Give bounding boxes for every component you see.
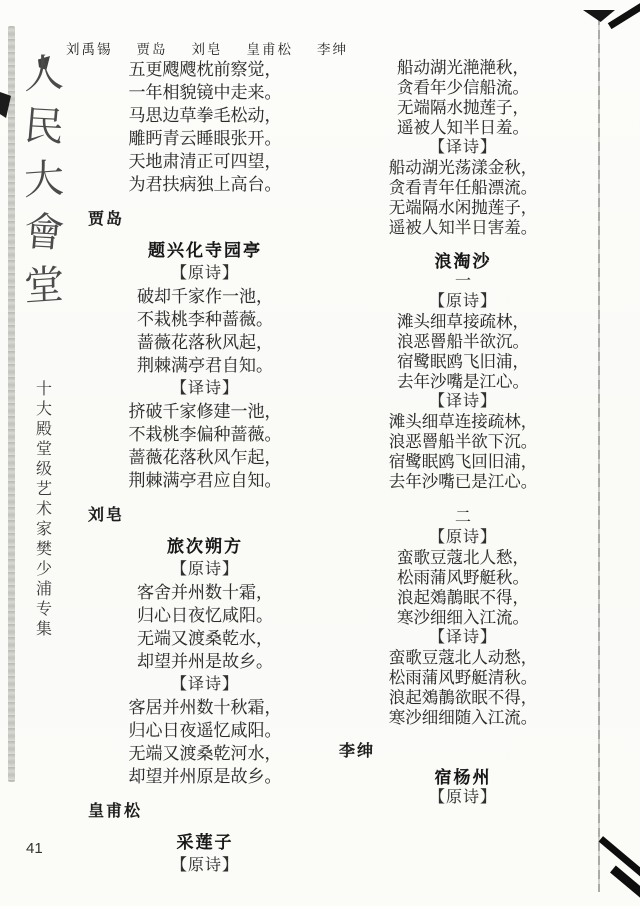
poem-line: 滩头细草连接疏林， [388,412,538,431]
poem-line: 浪起鵁鶄眠不得， [397,588,529,607]
section-label: 【译诗】 [170,676,239,693]
poem-line: 为君扶病独上高台。 [128,175,282,194]
poem-line: 去年沙嘴已是江心。 [388,472,538,491]
poem-line: 宿鹭眠鸥飞回旧浦， [388,452,538,471]
poem-title: 宿杨州 [434,768,492,787]
poet-heading: 皇甫松 [88,803,143,820]
section-label: 【原诗】 [170,265,239,282]
section-label: 【原诗】 [170,857,239,874]
section-label: 【译诗】 [428,139,497,156]
poem-line: 船动湖光滟滟秋， [397,58,529,77]
series-title-char: 大 [35,401,52,418]
section-label: 【译诗】 [428,629,497,646]
series-title-char: 堂 [35,441,52,458]
section-label: 【原诗】 [428,789,497,806]
poem-line: 松雨蒲风野艇秋。 [397,568,529,587]
poem-line: 雕眄青云睡眼张开。 [128,129,282,148]
poem-line: 贪看年少信船流。 [397,78,529,97]
poem-line: 寒沙细细随入江流。 [388,708,538,727]
poem-line: 去年沙嘴是江心。 [397,372,529,391]
poem-line: 挤破千家修建一池， [128,402,282,421]
header-poet-names [66,38,348,58]
series-title-char: 术 [35,501,52,518]
poem-title: 旅次朔方 [167,537,243,556]
poem-line: 遥被人知半日羞。 [397,118,529,137]
poem-line: 不栽桃李偏种蔷薇。 [128,425,282,444]
poem-line: 一年相貌镜中走来。 [128,83,282,102]
poem-line: 蛮歌豆蔻北人愁， [397,548,529,567]
calligraphy-char: 人 [23,49,65,98]
poem-line: 蛮歌豆蔻北人动愁， [388,648,538,667]
calligraphy-char: 民 [22,103,66,150]
poem-line: 贪看青年任船漂流。 [388,178,538,197]
header-poet-name: 贾岛 [136,42,168,57]
poet-heading: 贾岛 [88,211,125,228]
poem-line: 归心日夜忆咸阳。 [137,606,273,625]
series-title-char: 殿 [35,421,52,438]
series-title-char: 樊 [35,541,52,558]
scan-binding-strip [8,26,15,782]
poem-column-left [76,58,334,877]
section-label: 【译诗】 [170,380,239,397]
calligraphy-char: 堂 [23,261,65,310]
scan-top-right-ink-mark [608,0,640,29]
poem-line: 浪恶罾船半欲沉。 [397,332,529,351]
poem-line: 却望并州是故乡。 [137,652,273,671]
poem-line: 蔷薇花落秋风起， [137,333,273,352]
section-label: 【原诗】 [428,529,497,546]
poem-line: 荆棘满亭君应自知。 [128,471,282,490]
poem-line: 客居并州数十秋霜， [128,698,282,717]
calligraphy-title [22,49,66,310]
poem-line: 马思边草拳毛松动， [128,106,282,125]
poem-line: 不栽桃李种蔷薇。 [137,310,273,329]
poem-column-right [334,58,592,808]
poem-line: 客舍并州数十霜， [137,583,273,602]
series-title-char: 级 [35,461,52,478]
poem-title: 浪淘沙 [434,252,492,271]
scan-page-edge-line [598,16,600,892]
poem-line: 却望并州原是故乡。 [128,767,282,786]
poem-line: 无端隔水闲抛莲子， [388,198,538,217]
poem-line: 荆棘满亭君自知。 [137,356,273,375]
poem-line: 船动湖光荡漾金秋， [388,158,538,177]
calligraphy-char: 大 [23,155,65,204]
poet-heading: 刘皂 [88,507,125,524]
page-number: 41 [26,840,43,857]
poem-line: 天地肃清正可四望， [128,152,282,171]
poem-line: 无端又渡桑乾河水， [128,744,282,763]
poem-line: 寒沙细细入江流。 [397,608,529,627]
poem-line: 破却千家作一池， [137,287,273,306]
calligraphy-char: 會 [22,209,66,256]
series-title-char: 十 [35,381,52,398]
poem-line: 滩头细草接疏林， [397,312,529,331]
section-label: 【原诗】 [170,561,239,578]
poem-line: 遥被人知半日害羞。 [388,218,538,237]
section-label: 【原诗】 [428,293,497,310]
poem-title: 题兴化寺园亭 [148,241,262,260]
header-poet-name: 李绅 [317,42,348,57]
section-label: 【译诗】 [428,393,497,410]
poem-line: 宿鹭眠鸥飞旧浦， [397,352,529,371]
series-title [29,382,59,638]
header-poet-name: 皇甫松 [246,42,293,57]
series-title-char: 家 [35,521,52,538]
stanza-number: 一 [454,273,471,290]
poet-heading: 李绅 [339,743,376,760]
poem-line: 无端又渡桑乾水， [137,629,273,648]
header-poet-name: 刘皂 [191,42,223,57]
series-title-char: 专 [35,601,52,618]
poem-line: 归心日夜遥忆咸阳。 [128,721,282,740]
header-poet-name: 刘禹锡 [66,42,113,57]
stanza-number: 二 [454,509,471,526]
series-title-char: 集 [35,621,52,638]
poem-line: 无端隔水抛莲子， [397,98,529,117]
poem-line: 浪起鵁鶄欲眠不得， [388,688,538,707]
poem-line: 五更飕飕枕前察觉， [128,60,282,79]
series-title-char: 少 [35,561,52,578]
poem-title: 采莲子 [176,833,234,852]
series-title-char: 艺 [35,481,52,498]
poem-line: 浪恶罾船半欲下沉。 [388,432,538,451]
series-title-char: 浦 [35,581,52,598]
poem-line: 蔷薇花落秋风乍起， [128,448,282,467]
poem-line: 松雨蒲风野艇清秋。 [388,668,538,687]
